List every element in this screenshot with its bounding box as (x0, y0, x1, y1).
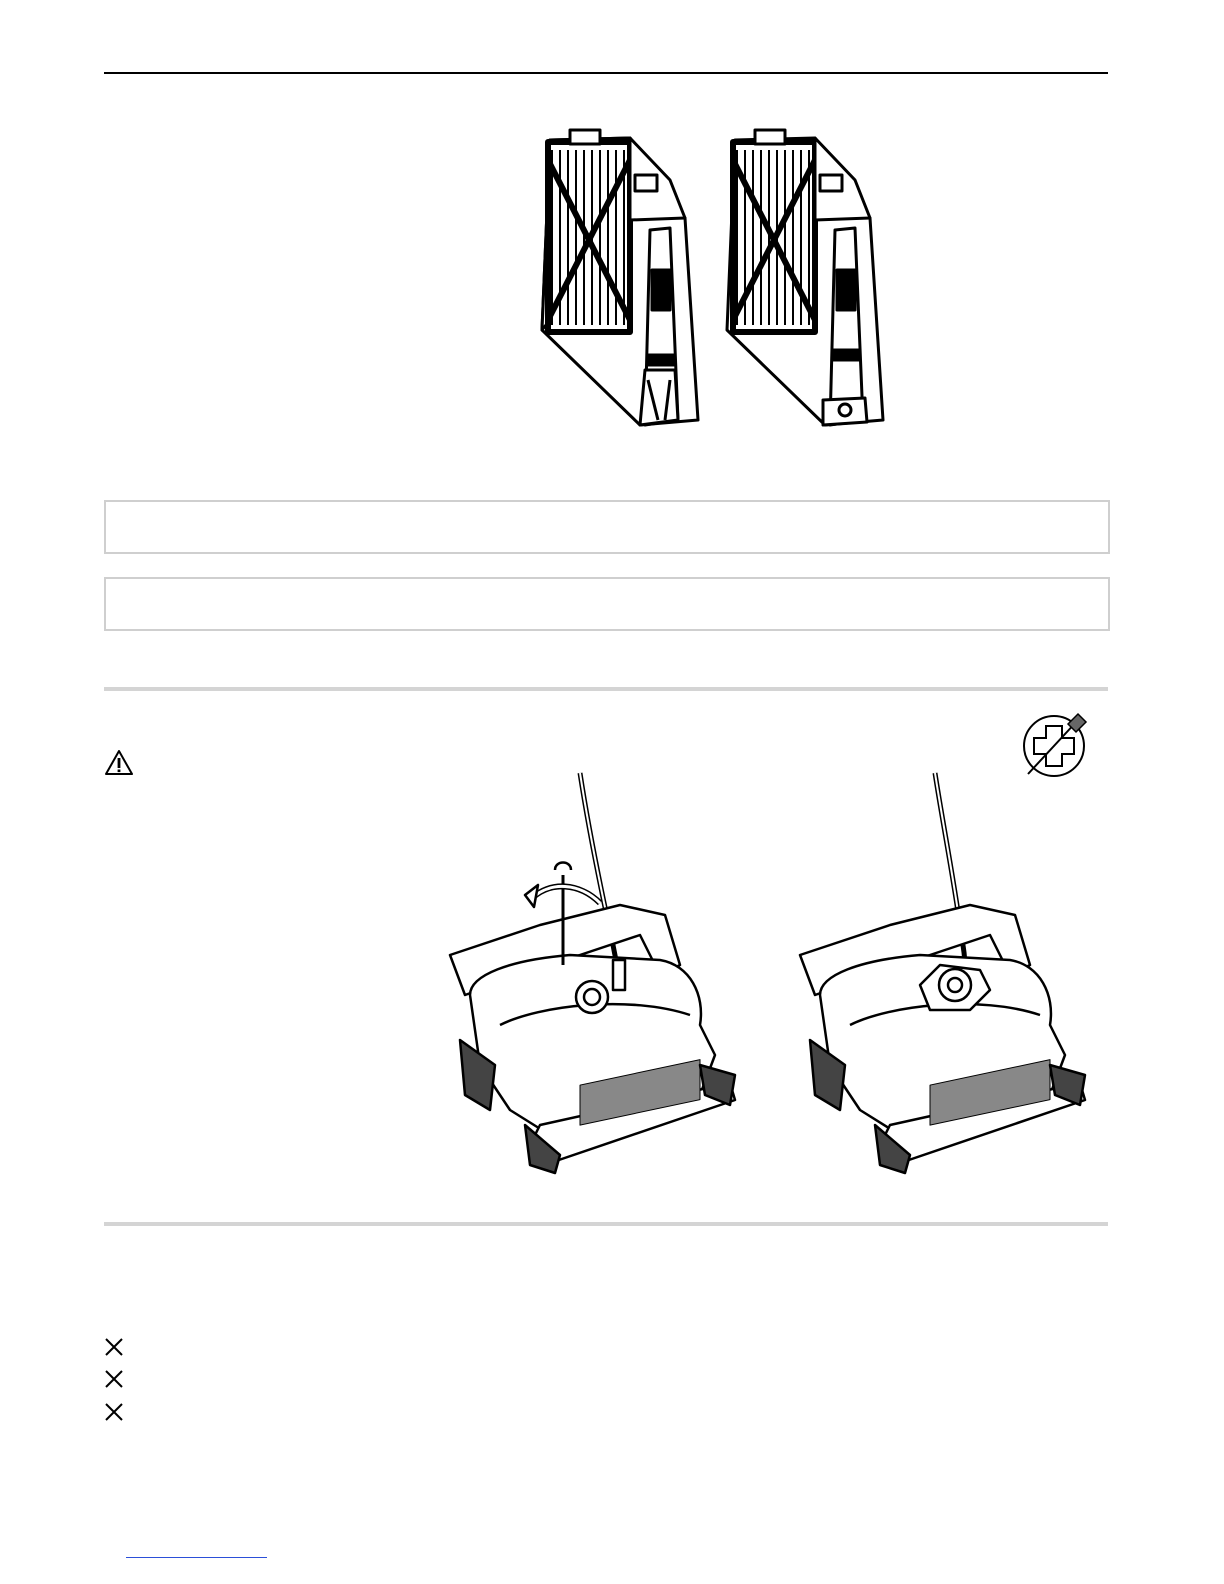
header-rule (104, 72, 1108, 74)
filter-cartridge-right (727, 130, 883, 425)
x-mark-icon (104, 1369, 124, 1389)
filter-cartridges-figure (520, 120, 900, 435)
note-box-2 (104, 577, 1110, 631)
x-mark-icon (104, 1402, 124, 1422)
section-divider-2 (104, 1222, 1108, 1226)
robot-figure-left (430, 765, 750, 1180)
note-box-1 (104, 500, 1110, 554)
section-divider-1 (104, 687, 1108, 691)
footer-link[interactable] (126, 1557, 267, 1558)
x-mark-icon (104, 1337, 124, 1357)
warning-triangle-icon (104, 749, 134, 776)
robot-figure-right (780, 765, 1100, 1180)
filter-cartridge-left (542, 130, 698, 425)
